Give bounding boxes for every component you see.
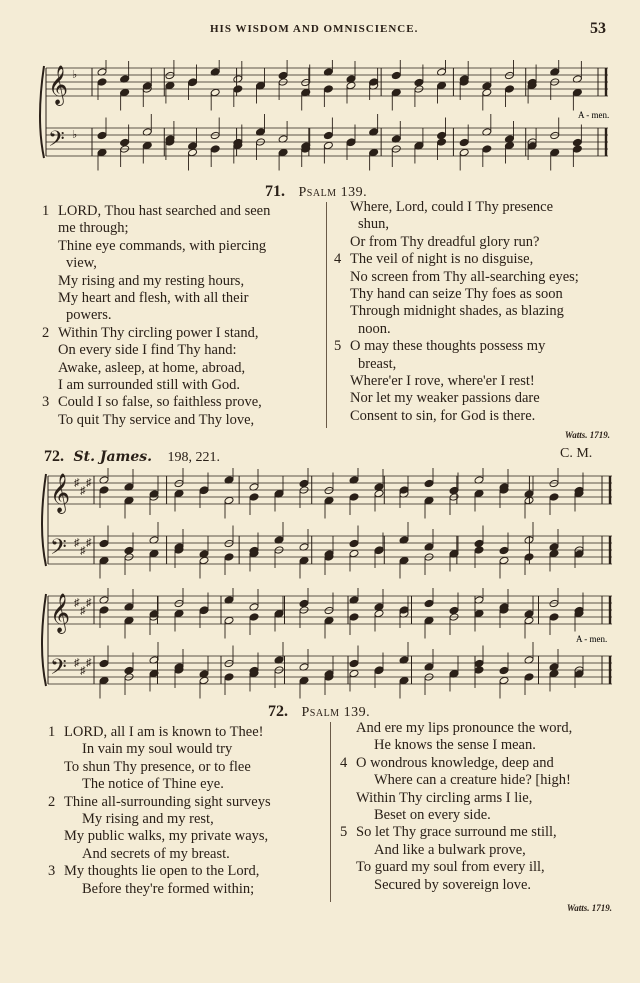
verse-line (334, 408, 614, 425)
verse-line (42, 203, 322, 220)
verse-text: He knows the sense I mean. (374, 737, 536, 754)
verse-line (48, 880, 328, 897)
note-head (572, 138, 582, 146)
note-head (459, 148, 469, 156)
verse-text: Within Thy circling arms I lie, (356, 789, 533, 806)
note-head (323, 141, 333, 149)
hymn-72-right-column (340, 719, 622, 893)
verse-text: On every side I find Thy hand: (58, 342, 237, 359)
note-head (474, 666, 484, 674)
note-head (374, 489, 384, 497)
verse-number: 5 (334, 338, 342, 355)
verse-text: My rising and my rest, (82, 810, 214, 827)
note-head (524, 673, 534, 681)
note-head (346, 138, 356, 146)
note-head (549, 493, 559, 501)
verse-text: My rising and my resting hours, (58, 272, 245, 289)
verse-number: 1 (42, 203, 50, 219)
note-head (299, 556, 309, 564)
hymn-71-number: 71. (265, 183, 285, 200)
note-head (499, 546, 509, 554)
hymn-72-psalm: Psalm 139. (301, 705, 371, 720)
note-head (299, 479, 309, 487)
verse-line (48, 810, 328, 827)
note-head (120, 88, 130, 96)
note-head (224, 616, 234, 624)
verse-text: Awake, asleep, at home, abroad, (58, 359, 246, 376)
note-head (524, 616, 534, 624)
note-head (399, 486, 409, 494)
verse-text: Secured by sovereign love. (374, 876, 532, 893)
hymn-72-left-column (48, 723, 328, 897)
sharp-icon: ♯ (80, 605, 86, 617)
verse-text: Within Thy circling power I stand, (58, 324, 259, 341)
verse-line (42, 220, 322, 237)
verse-number: 1 (48, 724, 56, 740)
note-head (224, 496, 234, 504)
verse-line (334, 390, 614, 407)
note-head (374, 666, 384, 674)
verse-line (340, 789, 622, 806)
note-head (414, 141, 424, 149)
amen-label-1: A - men. (578, 110, 610, 120)
treble-clef-icon: 𝄞 (50, 473, 71, 513)
bass-clef-icon: 𝄢 (48, 127, 65, 157)
note-head (99, 486, 109, 494)
note-head (449, 549, 459, 557)
sharp-icon: ♯ (86, 657, 92, 669)
verse-line (48, 775, 328, 792)
hymn-71-psalm: Psalm 139. (298, 185, 368, 200)
note-head (349, 613, 359, 621)
note-head (549, 549, 559, 557)
verse-text: Before they're formed within; (82, 880, 255, 897)
verse-number: 5 (340, 824, 348, 841)
tune-72-heading (44, 448, 220, 466)
verse-line (334, 356, 614, 373)
tune-72-name: St. James. (73, 449, 152, 465)
note-head (142, 141, 152, 149)
verse-text: LORD, all I am is known to Thee! (64, 724, 264, 740)
note-head (188, 78, 198, 86)
verse-text: Thine all-surrounding sight surveys (64, 793, 271, 810)
sharp-icon: ♯ (80, 545, 86, 557)
hymn-71-right-column (334, 199, 614, 425)
note-head (449, 486, 459, 494)
note-head (99, 539, 109, 547)
verse-line (42, 307, 322, 324)
note-head (97, 78, 107, 86)
note-head (414, 78, 424, 86)
note-head (323, 131, 333, 139)
note-head (399, 556, 409, 564)
note-head (550, 148, 560, 156)
verse-text: Or from Thy dreadful glory run? (350, 233, 540, 250)
verse-text: breast, (358, 355, 397, 372)
note-head (369, 78, 379, 86)
sharp-icon: ♭ (72, 69, 78, 81)
verse-line (48, 793, 328, 810)
tune-72-alt-tunes: 198, 221. (167, 450, 220, 465)
note-head (349, 669, 359, 677)
note-head (437, 131, 447, 139)
verse-number: 4 (334, 251, 342, 268)
note-head (274, 609, 284, 617)
verse-text: And ere my lips pronounce the word, (356, 720, 573, 736)
verse-line (334, 303, 614, 320)
verse-line (334, 269, 614, 286)
sharp-icon: ♯ (74, 477, 80, 489)
note-head (165, 71, 175, 79)
sharp-icon: ♯ (74, 657, 80, 669)
note-head (499, 666, 509, 674)
note-head (199, 486, 209, 494)
verse-line (42, 377, 322, 394)
verse-line (340, 754, 622, 771)
verse-text: Thy hand can seize Thy foes as soon (350, 285, 563, 302)
note-head (437, 81, 447, 89)
verse-line (340, 771, 622, 788)
column-divider-72 (330, 722, 331, 902)
note-head (474, 539, 484, 547)
verse-text: I am surrounded still with God. (58, 376, 241, 393)
verse-text: me through; (58, 220, 129, 237)
note-head (474, 609, 484, 617)
hymn-71-left-column (42, 203, 322, 429)
system-brace (42, 474, 46, 566)
verse-text: My public walks, my private ways, (64, 828, 269, 845)
note-head (572, 88, 582, 96)
note-head (374, 546, 384, 554)
verse-text: The veil of night is no disguise, (350, 251, 534, 268)
note-head (346, 81, 356, 89)
treble-clef-icon: 𝄞 (48, 65, 69, 105)
note-head (324, 486, 334, 494)
verse-line (42, 290, 322, 307)
note-head (149, 549, 159, 557)
verse-text: And secrets of my breast. (82, 845, 230, 862)
note-head (199, 676, 209, 684)
verse-text: Could I so false, so faithless prove, (58, 394, 262, 411)
verse-line (48, 758, 328, 775)
note-head (349, 539, 359, 547)
note-head (323, 85, 333, 93)
sharp-icon: ♯ (74, 597, 80, 609)
note-head (97, 148, 107, 156)
note-head (374, 609, 384, 617)
note-head (424, 616, 434, 624)
verse-line (42, 325, 322, 342)
note-head (349, 659, 359, 667)
verse-line (48, 862, 328, 879)
verse-number: 3 (48, 863, 56, 880)
note-head (210, 145, 220, 153)
verse-number: 2 (48, 793, 56, 810)
verse-text: Through midnight shades, as blazing (350, 303, 564, 320)
verse-line (334, 286, 614, 303)
verse-text: To guard my soul from every ill, (356, 859, 545, 876)
verse-text: noon. (358, 320, 391, 337)
note-head (274, 489, 284, 497)
note-head (349, 549, 359, 557)
verse-text: My heart and flesh, with all their (58, 289, 249, 306)
note-head (399, 676, 409, 684)
verse-line (42, 342, 322, 359)
verse-line (334, 234, 614, 251)
note-head (124, 546, 134, 554)
verse-line (48, 845, 328, 862)
note-head (369, 148, 379, 156)
note-head (120, 138, 130, 146)
verse-text: The notice of Thine eye. (82, 776, 224, 793)
note-head (424, 479, 434, 487)
verse-text: Nor let my weaker passions dare (350, 390, 540, 407)
verse-line (42, 360, 322, 377)
verse-line (340, 719, 622, 736)
verse-text: shun, (358, 216, 390, 233)
verse-text: To shun Thy presence, or to flee (64, 758, 251, 775)
music-score-1 (38, 60, 614, 180)
note-head (474, 546, 484, 554)
verse-line (48, 740, 328, 757)
verse-text: O wondrous knowledge, deep and (356, 754, 554, 771)
verse-number: 2 (42, 324, 50, 341)
sharp-icon: ♯ (86, 597, 92, 609)
verse-text: Beset on every side. (374, 806, 491, 823)
column-divider-71 (326, 202, 327, 428)
note-head (233, 85, 243, 93)
note-head (97, 131, 107, 139)
verse-line (334, 251, 614, 268)
hymn-72-attribution: Watts. 1719. (566, 903, 612, 913)
verse-line (334, 321, 614, 338)
verse-line (334, 216, 614, 233)
verse-line (42, 255, 322, 272)
tune-72-meter: C. M. (560, 446, 593, 461)
verse-line (340, 806, 622, 823)
note-head (505, 141, 515, 149)
note-head (188, 148, 198, 156)
note-head (224, 539, 234, 547)
tune-72-number: 72. (44, 448, 64, 465)
verse-text: So let Thy grace surround me still, (356, 824, 557, 841)
verse-number: 4 (340, 754, 348, 771)
note-head (399, 606, 409, 614)
note-head (437, 138, 447, 146)
note-head (174, 489, 184, 497)
music-score-3 (40, 588, 616, 706)
verse-line (48, 827, 328, 844)
note-head (224, 659, 234, 667)
verse-line (334, 373, 614, 390)
note-head (505, 71, 515, 79)
note-head (499, 556, 509, 564)
note-head (210, 88, 220, 96)
note-head (278, 71, 288, 79)
verse-number: 3 (42, 394, 50, 411)
note-head (549, 669, 559, 677)
note-head (299, 599, 309, 607)
note-head (482, 88, 492, 96)
note-head (199, 606, 209, 614)
page-number: 53 (590, 20, 606, 37)
note-head (391, 71, 401, 79)
note-head (124, 496, 134, 504)
sharp-icon: ♯ (86, 477, 92, 489)
note-head (199, 556, 209, 564)
note-head (474, 659, 484, 667)
note-head (278, 148, 288, 156)
note-head (482, 145, 492, 153)
verse-line (340, 858, 622, 875)
verse-line (42, 273, 322, 290)
note-head (174, 609, 184, 617)
note-head (499, 676, 509, 684)
note-head (249, 493, 259, 501)
amen-label-2: A - men. (576, 634, 608, 644)
verse-text: Where'er I rove, where'er I rest! (350, 372, 535, 389)
note-head (324, 496, 334, 504)
sharp-icon: ♯ (86, 537, 92, 549)
note-head (99, 659, 109, 667)
note-head (549, 599, 559, 607)
treble-clef-icon: 𝄞 (50, 593, 71, 633)
verse-line (340, 876, 622, 893)
sharp-icon: ♯ (80, 665, 86, 677)
note-head (449, 669, 459, 677)
verse-text: In vain my soul would try (82, 741, 233, 758)
sharp-icon: ♯ (80, 485, 86, 497)
note-head (391, 88, 401, 96)
note-head (165, 81, 175, 89)
verse-text: Thine eye commands, with piercing (58, 237, 267, 254)
hymn-72-number: 72. (268, 703, 288, 720)
note-head (549, 613, 559, 621)
verse-line (340, 736, 622, 753)
note-head (550, 131, 560, 139)
music-score-2 (40, 468, 616, 586)
note-head (256, 81, 266, 89)
note-head (210, 131, 220, 139)
sharp-icon: ♯ (74, 537, 80, 549)
note-head (99, 606, 109, 614)
verse-text: powers. (66, 307, 112, 324)
verse-text: My thoughts lie open to the Lord, (64, 863, 260, 880)
note-head (459, 138, 469, 146)
verse-text: Where can a creature hide? [high! (374, 772, 571, 789)
note-head (424, 599, 434, 607)
bass-clef-icon: 𝄢 (50, 655, 67, 685)
verse-text: Where, Lord, could I Thy presence (350, 199, 554, 215)
note-head (474, 489, 484, 497)
verse-line (340, 841, 622, 858)
verse-text: O may these thoughts possess my (350, 338, 546, 355)
system-brace (40, 66, 44, 158)
note-head (99, 556, 109, 564)
note-head (224, 553, 234, 561)
note-head (505, 85, 515, 93)
page-header (0, 20, 640, 40)
verse-text: LORD, Thou hast searched and seen (58, 203, 271, 219)
note-head (349, 493, 359, 501)
verse-line (42, 394, 322, 411)
note-head (249, 613, 259, 621)
note-head (174, 599, 184, 607)
note-head (324, 616, 334, 624)
verse-line (42, 412, 322, 429)
bass-clef-icon: 𝄢 (50, 535, 67, 565)
note-head (124, 616, 134, 624)
verse-text: To quit Thy service and Thy love, (58, 411, 255, 428)
running-title: HIS WISDOM AND OMNISCIENCE. (210, 23, 419, 35)
verse-text: And like a bulwark prove, (374, 841, 526, 858)
sharp-icon: ♭ (72, 129, 78, 141)
verse-line (340, 823, 622, 840)
note-head (224, 673, 234, 681)
verse-text: view, (66, 255, 97, 272)
verse-line (334, 199, 614, 216)
note-head (449, 606, 459, 614)
note-head (174, 479, 184, 487)
note-head (99, 676, 109, 684)
note-head (572, 145, 582, 153)
note-head (324, 606, 334, 614)
note-head (299, 676, 309, 684)
system-brace (42, 594, 46, 686)
verse-line (48, 723, 328, 740)
note-head (424, 496, 434, 504)
verse-line (334, 338, 614, 355)
verse-text: Consent to sin, for God is there. (350, 407, 536, 424)
verse-text: No screen from Thy all-searching eyes; (350, 268, 579, 285)
verse-line (42, 238, 322, 255)
note-head (124, 666, 134, 674)
note-head (549, 479, 559, 487)
hymn-71-attribution: Watts. 1719. (564, 430, 610, 440)
